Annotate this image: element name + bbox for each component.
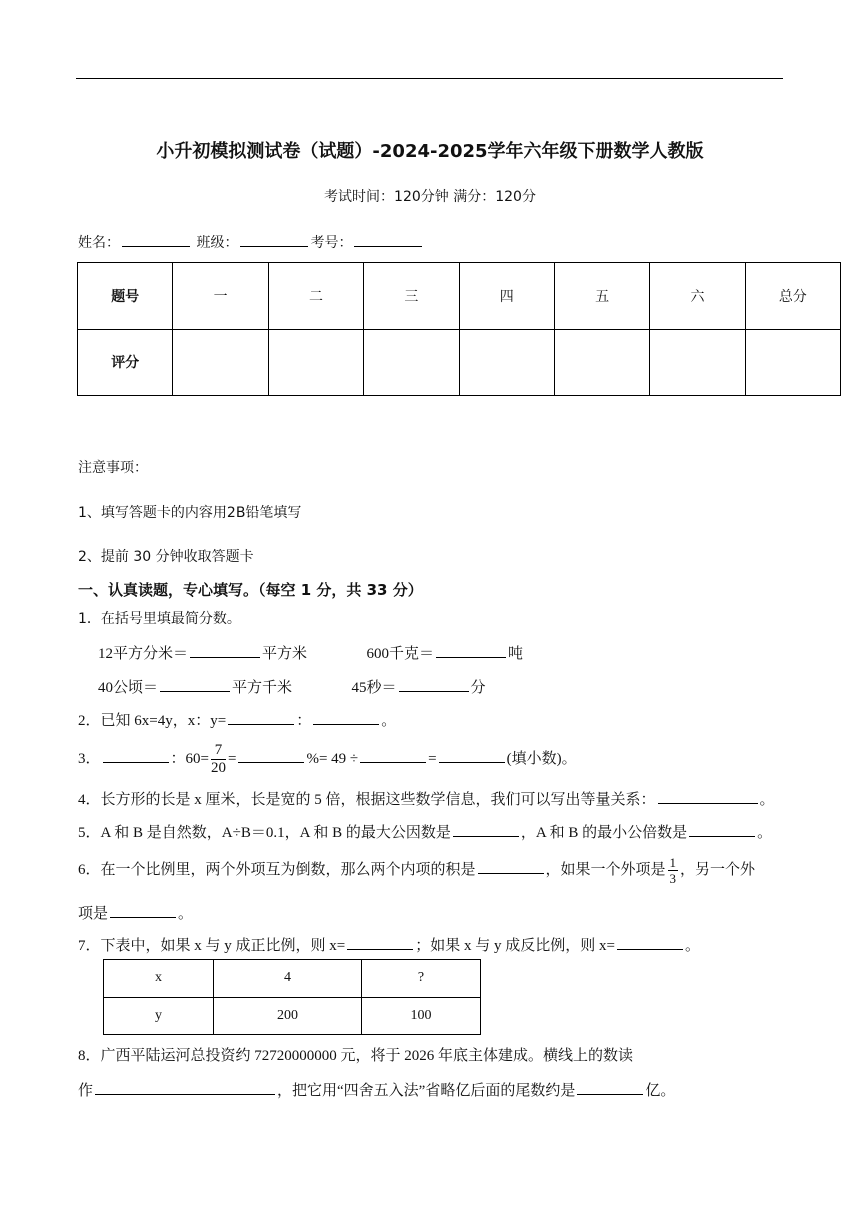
answer-blank[interactable] [478, 859, 544, 874]
q2-prefix: 已知 6x=4y，x：y= [100, 713, 227, 729]
question-6-line-2 [78, 902, 193, 923]
q3-equals: = [227, 751, 237, 767]
answer-blank[interactable] [439, 748, 505, 763]
score-header-cell: 一 [173, 263, 268, 330]
question-6 [78, 853, 755, 887]
answer-blank[interactable] [689, 822, 755, 837]
score-header-cell: 二 [268, 263, 363, 330]
q6-prefix: 在一个比例里，两个外项互为倒数，那么两个内项的积是 [100, 862, 476, 878]
question-7 [78, 934, 700, 955]
q1-a1-prefix: 12平方分米＝ [98, 646, 189, 662]
question-number: 1． [78, 611, 101, 627]
q6-line2-suffix: 。 [178, 906, 194, 922]
question-number: 5． [78, 825, 101, 841]
table-cell: ? [362, 960, 481, 998]
question-number: 4． [78, 792, 101, 808]
answer-blank[interactable] [103, 748, 169, 763]
score-cell[interactable] [554, 329, 649, 396]
q7-suffix: 。 [684, 938, 700, 954]
answer-blank[interactable] [577, 1080, 643, 1095]
question-number: 3． [78, 751, 101, 767]
q1-a3-suffix: 平方千米 [232, 680, 293, 696]
question-number: 8． [78, 1048, 101, 1064]
answer-blank[interactable] [110, 903, 176, 918]
student-info [78, 232, 424, 252]
fraction-numerator: 7 [211, 743, 226, 760]
note-item-2: 2、提前 30 分钟收取答题卡 [78, 549, 254, 565]
question-2 [78, 709, 396, 730]
answer-blank[interactable] [95, 1080, 275, 1095]
score-header-cell: 总分 [745, 263, 840, 330]
q6-middle: ，如果一个外项是 [545, 862, 666, 878]
table-cell: 100 [362, 997, 481, 1035]
q8-line2-prefix: 作 [78, 1083, 94, 1099]
q1-a2-prefix: 600千克＝ [366, 646, 435, 662]
class-label: 班级： [196, 235, 239, 251]
name-label: 姓名： [78, 235, 120, 251]
q1-a3-prefix: 40公顷＝ [98, 680, 159, 696]
fraction-denominator: 3 [669, 871, 677, 887]
fraction-denominator: 20 [210, 760, 226, 777]
question-number: 6． [78, 862, 101, 878]
score-header-cell: 题号 [78, 263, 173, 330]
q5-prefix: A 和 B 是自然数，A÷B＝0.1，A 和 B 的最大公因数是 [100, 825, 451, 841]
answer-blank[interactable] [347, 935, 413, 950]
question-8-line-2 [78, 1079, 675, 1100]
q2-colon: ： [296, 713, 312, 729]
score-cell[interactable] [459, 329, 554, 396]
answer-blank[interactable] [360, 748, 426, 763]
score-header-cell: 四 [459, 263, 554, 330]
answer-blank[interactable] [238, 748, 304, 763]
q3-suffix: (填小数)。 [506, 751, 577, 767]
answer-blank[interactable] [453, 822, 519, 837]
q1-row-2 [98, 676, 486, 697]
score-row-label: 评分 [78, 329, 173, 396]
score-header-cell: 六 [650, 263, 745, 330]
table-cell: 4 [214, 960, 362, 998]
table-row [104, 960, 481, 998]
question-text: 长方形的长是 x 厘米，长是宽的 5 倍，根据这些数学信息，我们可以写出等量关系： [100, 792, 656, 808]
score-cell[interactable] [364, 329, 459, 396]
q3-equals-2: = [428, 751, 437, 767]
answer-blank[interactable] [160, 677, 230, 692]
question-4 [78, 788, 775, 809]
q1-a4-suffix: 分 [470, 680, 486, 696]
notes-heading: 注意事项： [78, 460, 148, 476]
answer-blank[interactable] [228, 710, 294, 725]
table-cell: 200 [214, 997, 362, 1035]
score-cell[interactable] [745, 329, 840, 396]
answer-blank[interactable] [617, 935, 683, 950]
q1-a1-suffix: 平方米 [262, 646, 308, 662]
q8-line2-middle: ，把它用“四舍五入法”省略亿后面的尾数约是 [277, 1083, 576, 1099]
exam-meta: 考试时间：120分钟 满分：120分 [324, 189, 536, 205]
question-number: 7． [78, 938, 101, 954]
answer-blank[interactable] [658, 789, 758, 804]
q6-suffix: ，另一个外 [680, 862, 756, 878]
table-cell: x [104, 960, 214, 998]
question-5 [78, 821, 772, 842]
q1-a2-suffix: 吨 [508, 646, 524, 662]
score-cell[interactable] [268, 329, 363, 396]
score-header-cell: 三 [364, 263, 459, 330]
answer-blank[interactable] [313, 710, 379, 725]
fraction-1-3 [668, 856, 679, 885]
q3-ratio-text: ：60= [170, 751, 209, 767]
question-1 [78, 608, 241, 628]
class-blank[interactable] [240, 232, 308, 247]
score-header-cell: 五 [554, 263, 649, 330]
q7-prefix: 下表中，如果 x 与 y 成正比例，则 x= [100, 938, 346, 954]
q8-line2-suffix: 亿。 [645, 1083, 676, 1099]
question-number: 2． [78, 713, 101, 729]
id-blank[interactable] [354, 232, 422, 247]
table-row [104, 997, 481, 1035]
score-table [77, 262, 841, 396]
q1-row-1 [98, 642, 523, 663]
question-text: 在括号里填最简分数。 [100, 611, 241, 627]
table-cell: y [104, 997, 214, 1035]
q6-line2-prefix: 项是 [78, 906, 109, 922]
xy-table [103, 959, 481, 1035]
question-3 [78, 741, 577, 777]
page-title: 小升初模拟测试卷（试题）-2024-2025学年六年级下册数学人教版 [156, 141, 704, 162]
answer-blank[interactable] [436, 643, 506, 658]
q1-a4-prefix: 45秒＝ [351, 680, 397, 696]
q2-suffix: 。 [381, 713, 397, 729]
id-label: 考号： [310, 235, 353, 251]
score-cell[interactable] [173, 329, 268, 396]
fraction-7-20 [211, 743, 226, 776]
q3-percent-div: %= 49 ÷ [306, 751, 359, 767]
score-table-header-row [78, 263, 841, 330]
q7-middle: ；如果 x 与 y 成反比例，则 x= [415, 938, 615, 954]
note-item-1: 1、填写答题卡的内容用2B铅笔填写 [78, 505, 302, 521]
name-blank[interactable] [122, 232, 190, 247]
answer-blank[interactable] [190, 643, 260, 658]
q5-suffix: 。 [757, 825, 773, 841]
fraction-numerator: 1 [669, 855, 677, 871]
score-table-score-row [78, 329, 841, 396]
section-1-heading: 一、认真读题，专心填写。（每空 1 分，共 33 分） [78, 581, 423, 599]
q5-middle: ，A 和 B 的最小公倍数是 [520, 825, 688, 841]
header-rule [76, 78, 783, 79]
score-cell[interactable] [650, 329, 745, 396]
answer-blank[interactable] [399, 677, 469, 692]
question-text: 广西平陆运河总投资约 72720000000 元，将于 2026 年底主体建成。横线上的数读 [100, 1048, 634, 1064]
q4-suffix: 。 [759, 792, 775, 808]
question-8 [78, 1044, 633, 1065]
